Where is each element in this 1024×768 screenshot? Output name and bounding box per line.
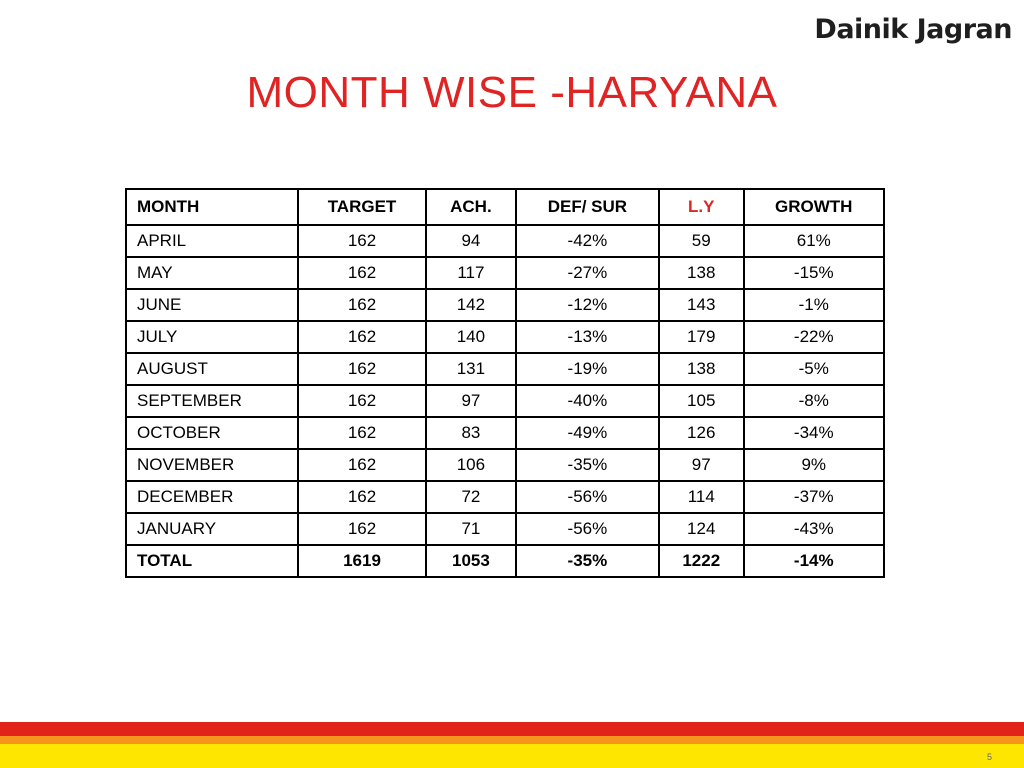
- cell-ly: 138: [659, 257, 744, 289]
- cell-growth: -37%: [744, 481, 885, 513]
- table-row: [126, 513, 884, 545]
- footer-stripe-orange: [0, 736, 1024, 744]
- cell-growth: -43%: [744, 513, 885, 545]
- total-def-sur: -35%: [516, 545, 659, 577]
- cell-ach: 131: [426, 353, 516, 385]
- cell-target: 162: [298, 225, 426, 257]
- cell-ly: 114: [659, 481, 744, 513]
- cell-month: AUGUST: [126, 353, 298, 385]
- cell-month: JULY: [126, 321, 298, 353]
- table-row: [126, 417, 884, 449]
- cell-growth: -15%: [744, 257, 885, 289]
- total-growth: -14%: [744, 545, 885, 577]
- col-target-header: TARGET: [298, 189, 426, 225]
- table-row: [126, 449, 884, 481]
- cell-ly: 179: [659, 321, 744, 353]
- cell-ly: 59: [659, 225, 744, 257]
- col-growth-header: GROWTH: [744, 189, 885, 225]
- cell-growth: -22%: [744, 321, 885, 353]
- month-wise-table: [125, 188, 885, 578]
- cell-month: JANUARY: [126, 513, 298, 545]
- cell-def-sur: -35%: [516, 449, 659, 481]
- table-row: [126, 385, 884, 417]
- cell-target: 162: [298, 385, 426, 417]
- cell-ach: 106: [426, 449, 516, 481]
- cell-def-sur: -40%: [516, 385, 659, 417]
- cell-target: 162: [298, 257, 426, 289]
- header-row: [126, 189, 884, 225]
- slide-title: MONTH WISE -HARYANA: [246, 68, 778, 117]
- col-ach-header: ACH.: [426, 189, 516, 225]
- cell-ly: 105: [659, 385, 744, 417]
- cell-growth: 61%: [744, 225, 885, 257]
- cell-def-sur: -12%: [516, 289, 659, 321]
- table-row: [126, 225, 884, 257]
- cell-ly: 124: [659, 513, 744, 545]
- cell-growth: -34%: [744, 417, 885, 449]
- table-row: [126, 353, 884, 385]
- cell-month: MAY: [126, 257, 298, 289]
- page-number: 5: [986, 752, 992, 762]
- cell-target: 162: [298, 481, 426, 513]
- total-ach: 1053: [426, 545, 516, 577]
- cell-growth: -1%: [744, 289, 885, 321]
- total-target: 1619: [298, 545, 426, 577]
- cell-target: 162: [298, 321, 426, 353]
- cell-month: JUNE: [126, 289, 298, 321]
- cell-ly: 126: [659, 417, 744, 449]
- col-ly-header: L.Y: [659, 189, 744, 225]
- table-row: [126, 481, 884, 513]
- cell-ach: 72: [426, 481, 516, 513]
- cell-def-sur: -56%: [516, 481, 659, 513]
- cell-ach: 97: [426, 385, 516, 417]
- col-def-sur-header: DEF/ SUR: [516, 189, 659, 225]
- cell-def-sur: -49%: [516, 417, 659, 449]
- cell-month: NOVEMBER: [126, 449, 298, 481]
- footer-stripe-red: [0, 722, 1024, 736]
- col-month-header: MONTH: [126, 189, 298, 225]
- cell-ach: 142: [426, 289, 516, 321]
- brand-logo: Dainik Jagran: [814, 14, 1012, 45]
- table-row: [126, 289, 884, 321]
- cell-target: 162: [298, 353, 426, 385]
- cell-target: 162: [298, 289, 426, 321]
- cell-ach: 140: [426, 321, 516, 353]
- cell-ach: 94: [426, 225, 516, 257]
- table-row: [126, 257, 884, 289]
- total-row: [126, 545, 884, 577]
- cell-growth: -5%: [744, 353, 885, 385]
- cell-ly: 138: [659, 353, 744, 385]
- cell-def-sur: -56%: [516, 513, 659, 545]
- cell-growth: -8%: [744, 385, 885, 417]
- cell-def-sur: -19%: [516, 353, 659, 385]
- cell-ly: 143: [659, 289, 744, 321]
- cell-ach: 83: [426, 417, 516, 449]
- cell-ly: 97: [659, 449, 744, 481]
- cell-ach: 117: [426, 257, 516, 289]
- footer-stripe-yellow: [0, 744, 1024, 768]
- cell-def-sur: -27%: [516, 257, 659, 289]
- cell-target: 162: [298, 449, 426, 481]
- table-row: [126, 321, 884, 353]
- cell-month: APRIL: [126, 225, 298, 257]
- cell-def-sur: -13%: [516, 321, 659, 353]
- cell-target: 162: [298, 513, 426, 545]
- cell-ach: 71: [426, 513, 516, 545]
- cell-month: SEPTEMBER: [126, 385, 298, 417]
- total-month: TOTAL: [126, 545, 298, 577]
- table-body: [126, 225, 884, 577]
- cell-month: OCTOBER: [126, 417, 298, 449]
- cell-def-sur: -42%: [516, 225, 659, 257]
- total-ly: 1222: [659, 545, 744, 577]
- cell-growth: 9%: [744, 449, 885, 481]
- cell-target: 162: [298, 417, 426, 449]
- cell-month: DECEMBER: [126, 481, 298, 513]
